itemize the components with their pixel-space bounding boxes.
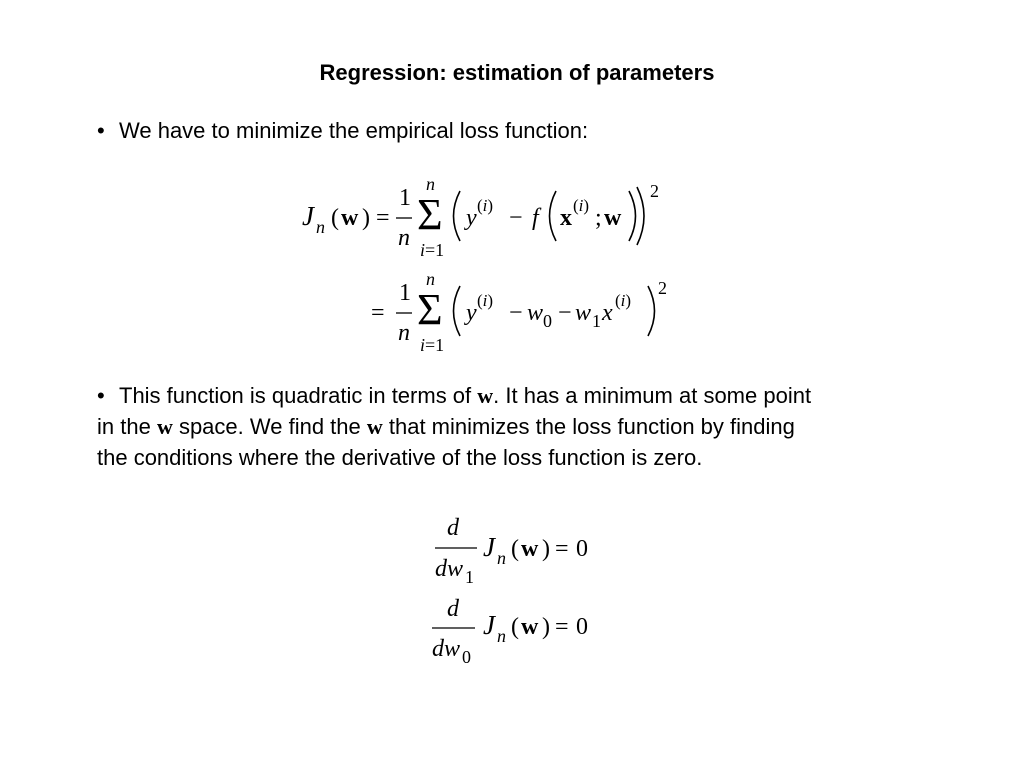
bullet-text: We have to minimize the empirical loss function: — [119, 118, 589, 143]
bullet-line — [97, 411, 947, 442]
svg-text:n: n — [426, 269, 435, 289]
svg-text:0: 0 — [576, 536, 588, 562]
bullet-line — [97, 115, 947, 146]
svg-text:d: d — [447, 515, 459, 541]
bullet-text: This function is quadratic in terms of — [119, 383, 478, 408]
svg-text:(i): (i) — [477, 291, 494, 310]
svg-text:n: n — [398, 225, 410, 251]
svg-text:i=1: i=1 — [420, 335, 445, 355]
bullet-marker: • — [97, 383, 105, 408]
svg-text:2: 2 — [658, 278, 667, 298]
svg-text:(: ( — [511, 614, 519, 640]
svg-text:d: d — [447, 596, 459, 622]
equation-derivative-w0 — [428, 590, 598, 666]
svg-text:=: = — [376, 205, 390, 231]
svg-text:w: w — [341, 205, 359, 231]
svg-text:y: y — [466, 205, 477, 231]
svg-text:1: 1 — [592, 311, 601, 331]
svg-text:−: − — [558, 300, 572, 326]
svg-text:dw: dw — [432, 636, 461, 662]
svg-text:): ) — [542, 536, 550, 562]
svg-text:n: n — [497, 626, 506, 646]
math-symbol-w: w — [366, 414, 383, 439]
svg-text:=: = — [371, 300, 385, 326]
svg-text:y: y — [466, 300, 477, 326]
svg-text:;: ; — [595, 205, 602, 231]
svg-text:n: n — [398, 320, 410, 346]
svg-text:(i): (i) — [615, 291, 632, 310]
svg-text:2: 2 — [650, 181, 659, 201]
svg-text:x: x — [602, 300, 613, 326]
math-symbol-w: w — [477, 383, 494, 408]
svg-text:−: − — [509, 205, 523, 231]
bullet-paragraph-2 — [97, 380, 947, 473]
svg-text:(i): (i) — [477, 196, 494, 215]
svg-text:w: w — [521, 536, 539, 562]
svg-text:w: w — [575, 300, 592, 326]
svg-text:Σ: Σ — [417, 285, 443, 334]
svg-text:1: 1 — [465, 567, 474, 587]
bullet-text: the conditions where the derivative of the loss function is zero. — [97, 445, 703, 470]
bullet-paragraph-1 — [97, 115, 947, 146]
svg-text:dw: dw — [435, 556, 464, 582]
svg-text:0: 0 — [462, 647, 471, 667]
svg-text:0: 0 — [543, 311, 552, 331]
svg-text:f: f — [532, 205, 539, 231]
equation-loss-line-1 — [290, 175, 680, 265]
bullet-text: space. We find the — [172, 414, 367, 439]
math-symbol-w: w — [156, 414, 173, 439]
bullet-text: in the — [97, 414, 157, 439]
bullet-text: that minimizes the loss function by finding — [382, 414, 795, 439]
bullet-text: . It has a minimum at some point — [493, 383, 812, 408]
slide-title: Regression: estimation of parameters — [319, 60, 715, 85]
svg-text:(i): (i) — [573, 196, 590, 215]
bullet-line — [97, 380, 947, 411]
svg-text:J: J — [483, 532, 495, 562]
svg-text:w: w — [604, 205, 622, 231]
svg-text:0: 0 — [576, 614, 588, 640]
svg-text:=: = — [555, 536, 569, 562]
svg-text:n: n — [316, 217, 325, 237]
svg-text:=: = — [555, 614, 569, 640]
svg-text:x: x — [560, 205, 572, 231]
svg-text:n: n — [426, 174, 435, 194]
svg-text:): ) — [542, 614, 550, 640]
svg-text:J: J — [483, 610, 495, 640]
bullet-marker: • — [97, 118, 105, 143]
svg-text:i=1: i=1 — [420, 240, 445, 260]
svg-text:n: n — [497, 548, 506, 568]
svg-text:−: − — [509, 300, 523, 326]
bullet-line — [97, 442, 947, 473]
svg-text:(: ( — [331, 205, 339, 231]
svg-text:J: J — [302, 201, 314, 231]
svg-text:Σ: Σ — [417, 190, 443, 239]
svg-text:): ) — [362, 205, 370, 231]
svg-text:1: 1 — [399, 280, 411, 306]
equation-loss-line-2 — [368, 270, 678, 360]
svg-text:w: w — [521, 614, 539, 640]
svg-text:1: 1 — [399, 185, 411, 211]
svg-text:(: ( — [511, 536, 519, 562]
equation-derivative-w1 — [428, 512, 598, 588]
svg-text:w: w — [527, 300, 544, 326]
